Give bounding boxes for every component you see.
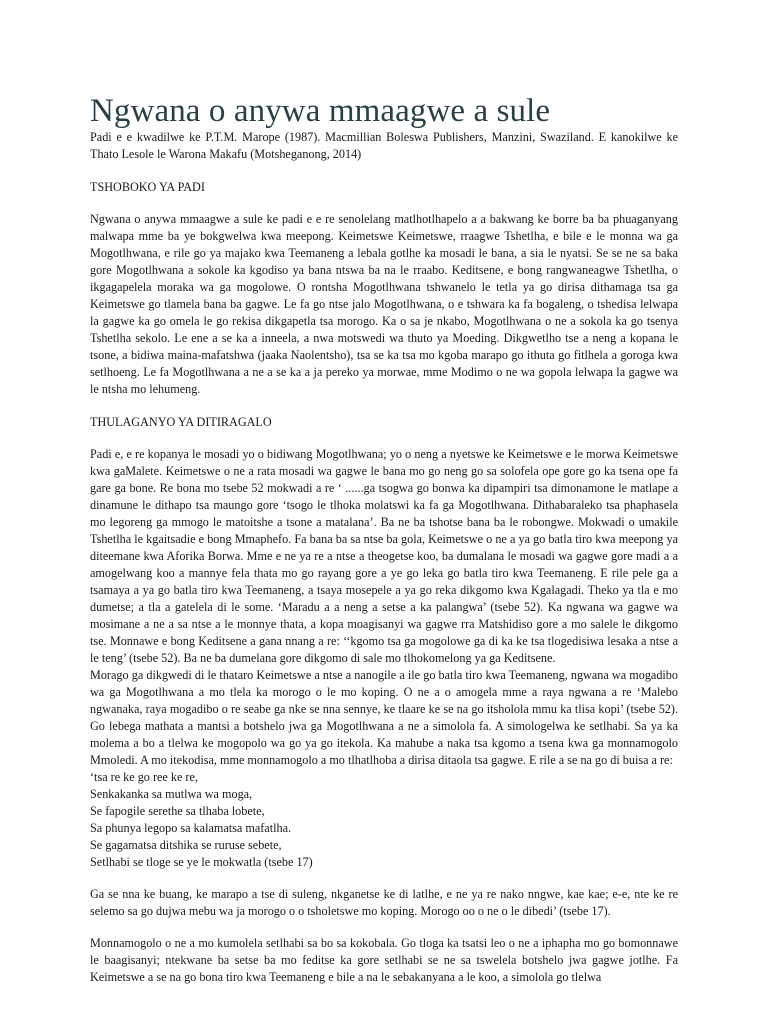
- verse-line: Senkakanka sa mutlwa wa moga,: [90, 787, 253, 801]
- verse-line: Se fapogile serethe sa tlhaba lobete,: [90, 804, 265, 818]
- book-credit: Padi e e kwadilwe ke P.T.M. Marope (1987). Macmillian Boleswa Publishers, Manzini, Swaziland. E kanokilwe ke Thato Lesole le Warona Makafu (Motsheganong, 2014): [90, 130, 678, 161]
- section-heading-thulaganyo: THULAGANYO YA DITIRAGALO: [90, 415, 272, 429]
- verse-line: Se gagamatsa ditshika se ruruse sebete,: [90, 838, 282, 852]
- events-paragraph-4: Monnamogolo o ne a mo kumolela setlhabi sa bo sa kokobala. Go tloga ka tsatsi leo o ne a iphapha mo go bomonnawe le baagisanyi; ntekwane ba setse ba mo feditse ka gore setlhabi se ne sa tswelela botshelo jwa gagwe jotlhe. Fa Keimetswe a se na go bona tiro kwa Teemaneng e bile a na le sebakanyana a le koo, a simolola go tlelwa: [90, 936, 678, 984]
- verse-line: ‘tsa re ke go ree ke re,: [90, 770, 198, 784]
- verse-line: Sa phunya legopo sa kalamatsa mafatlha.: [90, 821, 292, 835]
- events-paragraph-3: Ga se nna ke buang, ke marapo a tse di suleng, nkganetse ke di latlhe, e ne ya re nako nngwe, kae kae; e-e, nte ke re selemo sa go dujwa mebu wa ja morogo o o tsholetswe mo koping. Morogo oo o ne o le dibedi’ (tsebe 17).: [90, 887, 678, 918]
- verse-line: Setlhabi se tloge se ye le mokwatla (tsebe 17): [90, 855, 313, 869]
- verse-block: [90, 769, 678, 871]
- summary-paragraph: Ngwana o anywa mmaagwe a sule ke padi e e re senolelang matlhotlhapelo a a bakwang ke borre ba ba phuaganyang malwapa mme ba ye bokgwelwa kwa meepong. Keimetswe Keimetswe, rraagwe Tshetlha, e bile e le monna wa ga Mogotlhwana, e rile go ya majako kwa Teemaneng a lebala gotlhe ka mosadi le bana, a sia le nyatsi. Se se ne sa baka gore Mogotlhwana a sokole ka kgodiso ya bana ntswa ba na le rraabo. Keditsene, e bong rangwaneagwe Tshetlha, o ikgagapelela moraka wa ga mogolowe. O rontsha Mogotlhwana tshwanelo le tetla ya go dirisa dithamaga tsa ga Keimetswe go tlamela bana ba gagwe. Le fa go ntse jalo Mogotlhwana, o e tshwara ka fa bogaleng, o tshedisa lelwapa la gagwe ka go omela le go rekisa dikgapetla tsa morogo. Ka o sa je nkabo, Mogotlhwana o ne a sokola ka go tsenya Tshetlha sekolo. Le ene a se ka a inneela, a nwa motswedi wa thuto ya Moeding. Dikgwetlho tse a neng a kopana le tsone, a bidiwa maina-mafatshwa (jaaka Naolentsho), tsa se ka tsa mo kgoba marapo go ithuta go fitlhela a goroga kwa setlhoeng. Le fa Mogotlhwana a ne a se ka a ja pereko ya morwae, mme Modimo o ne wa gopola lelwapa la gagwe wa le ntsha mo lehumeng.: [90, 212, 678, 396]
- events-paragraph-2: Morago ga dikgwedi di le thataro Keimetswe a ntse a nanogile a ile go batla tiro kwa Teemaneng, ngwana wa mogadibo wa ga Mogotlhwana a mo tlela ka morogo o le mo koping. O ne a o amogela mme a raya ngwana a re ‘Malebo ngwanaka, raya mogadibo o re seabe ga nke se nna sennye, ke tlaare ke se na go itsholola mmu ka tlisa kopi’ (tsebe 52). Go lebega mathata a mantsi a botshelo jwa ga Mogotlhwana a ne a simolola fa. A simologelwa ke setlhabi. Sa ya ka molema a bo a tlelwa ke mogopolo wa go ya go itekola. Ka mahube a naka tsa kgomo a tsena kwa ga monnamogolo Mmoledi. A mo itekodisa, mme monnamogolo a mo tlhatlhoba a dirisa ditaola tsa gagwe. E rile a se na go di buisa a re:: [90, 668, 678, 767]
- document-title: Ngwana o anywa mmaagwe a sule: [90, 93, 551, 129]
- events-paragraph-1: Padi e, e re kopanya le mosadi yo o bidiwang Mogotlhwana; yo o neng a nyetswe ke Keimetswe e le morwa Keimetswe kwa gaMalete. Keimetswe o ne a rata mosadi wa gagwe le bana mo go neng go sa solofela ope gore go ka tsena ope fa gare ga bone. Re bona mo tsebe 52 mokwadi a re ‘ ......ga tsogwa go bonwa ka dipampiri tsa dimonamone le matlape a dinamune le dithapo tsa maungo gore ‘tsogo le tlhoka molatswi ka fa ga Mogotlhwana. Dithabaraleko tsa phaphasela mo legoreng ga mmogo le matoitshe a tsone a matalana’. Ba ne ba tshotse bana ba le robongwe. Mokwadi o umakile Tshetlha le kgaitsadie e bong Mmaphefo. Fa bana ba sa ntse ba gola, Keimetswe o ne a ya go batla tiro kwa meepong ya diteemane kwa Aforika Borwa. Mme e ne ya re a ntse a theogetse koo, ba dumalana le mosadi wa gagwe gore madi a a amogelwang koo a mannye fela thata mo go rayang gore a ye go leka go batla tiro kwa Teemaneng. E rile pele ga a tsamaya a ya go batla tiro kwa Teemaneng, a tsaya mosepele a ya go reka dikgomo kwa Kgalagadi. Theko ya tla e mo dumetse; a tla a gatelela di le some. ‘Maradu a a neng a setse a ka palangwa’ (tsebe 52). Ka ngwana wa gagwe wa mosimane a ne a sa ntse a le monnye thata, a kopa moagisanyi wa gagwe rra Matshidiso gore a mo salele le dikgomo tse. Monnawe e bong Keditsene a gana nnang a re: ‘‘kgomo tsa ga mogolowe ga di ka ke tsa tlogedisiwa lesaka a ntse a le teng’ (tsebe 52). Ba ne ba dumelana gore dikgomo di sale mo tlhokomelong ya ga Keditsene.: [90, 447, 678, 665]
- section-heading-tshoboko: TSHOBOKO YA PADI: [90, 180, 205, 194]
